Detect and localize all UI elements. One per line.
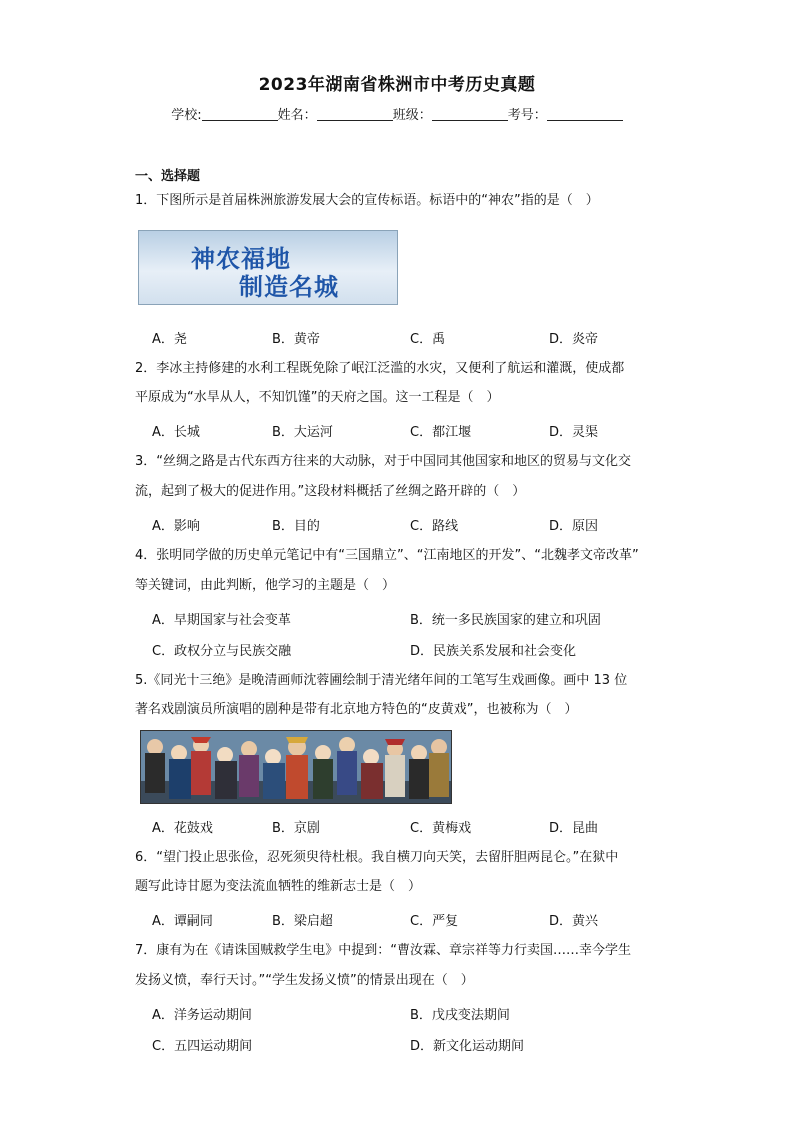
question-3-text-line-2: 流，起到了极大的促进作用。”这段材料概括了丝绸之路开辟的（ ） (135, 484, 526, 499)
question-1-option-b[interactable]: B．黄帝 (272, 332, 320, 347)
student-info-line (0, 104, 794, 123)
question-5-option-c[interactable]: C．黄梅戏 (410, 821, 472, 836)
question-3-option-a[interactable]: A．影响 (152, 519, 200, 534)
question-7-option-d[interactable]: D．新文化运动期间 (410, 1039, 525, 1054)
question-1-text: 1．下图所示是首届株洲旅游发展大会的宣传标语。标语中的“神农”指的是（ ） (135, 193, 599, 208)
name-blank[interactable] (317, 108, 393, 121)
question-5-option-d[interactable]: D．昆曲 (549, 821, 599, 836)
question-1-option-d[interactable]: D．炎帝 (549, 332, 599, 347)
question-6-text-line-1: 6．“望门投止思张俭，忍死须臾待杜根。我自横刀向天笑，去留肝胆两昆仑。”在狱中 (135, 850, 619, 865)
question-4-option-c[interactable]: C．政权分立与民族交融 (152, 644, 292, 659)
question-6-option-c[interactable]: C．严复 (410, 914, 459, 929)
question-6-text-line-2: 题写此诗甘愿为变法流血牺牲的维新志士是（ ） (135, 879, 422, 894)
question-3-option-c[interactable]: C．路线 (410, 519, 459, 534)
question-3-option-b[interactable]: B．目的 (272, 519, 320, 534)
question-4-text-line-1: 4．张明同学做的历史单元笔记中有“三国鼎立”、“江南地区的开发”、“北魏孝文帝改革” (135, 548, 639, 563)
question-4-option-a[interactable]: A．早期国家与社会变革 (152, 613, 291, 628)
opera-figures-illustration (141, 731, 451, 803)
question-4-option-d[interactable]: D．民族关系发展和社会变化 (410, 644, 577, 659)
slogan-image (138, 230, 398, 305)
question-4-option-b[interactable]: B．统一多民族国家的建立和巩固 (410, 613, 601, 628)
question-7-text-line-1: 7．康有为在《请诛国贼救学生电》中提到：“曹汝霖、章宗祥等力行卖国……幸今学生 (135, 943, 632, 958)
question-7-text-line-2: 发扬义愤，奉行天讨。”“学生发扬义愤”的情景出现在（ ） (135, 973, 474, 988)
question-6-option-b[interactable]: B．梁启超 (272, 914, 333, 929)
question-4-text-line-2: 等关键词，由此判断，他学习的主题是（ ） (135, 578, 396, 593)
question-2-text-line-1: 2．李冰主持修建的水利工程既免除了岷江泛滥的水灾，又便利了航运和灌溉，使成都 (135, 361, 625, 376)
question-7-option-a[interactable]: A．洋务运动期间 (152, 1008, 252, 1023)
question-5-text-line-2: 著名戏剧演员所演唱的剧种是带有北京地方特色的“皮黄戏”，也被称为（ ） (135, 702, 578, 717)
class-label: 班级： (392, 108, 432, 123)
question-1-option-a[interactable]: A．尧 (152, 332, 187, 347)
question-3-option-d[interactable]: D．原因 (549, 519, 599, 534)
question-6-option-d[interactable]: D．黄兴 (549, 914, 599, 929)
question-2-text-line-2: 平原成为“水旱从人，不知饥馑”的天府之国。这一工程是（ ） (135, 390, 500, 405)
question-5-text-line-1: 5.《同光十三绝》是晚清画师沈蓉圃绘制于清光绪年间的工笔写生戏画像。画中 13 位 (135, 673, 628, 688)
section-title: 一、选择题 (135, 169, 201, 184)
question-1-option-c[interactable]: C．禹 (410, 332, 446, 347)
page-title: 2023年湖南省株洲市中考历史真题 (258, 75, 536, 95)
question-6-option-a[interactable]: A．谭嗣同 (152, 914, 213, 929)
slogan-line-1: 神农福地 (191, 245, 291, 273)
opera-painting-image (140, 730, 452, 804)
question-7-option-b[interactable]: B．戊戌变法期间 (410, 1008, 510, 1023)
question-2-option-d[interactable]: D．灵渠 (549, 425, 599, 440)
slogan-line-2: 制造名城 (239, 273, 339, 301)
question-7-option-c[interactable]: C．五四运动期间 (152, 1039, 253, 1054)
class-blank[interactable] (432, 108, 508, 121)
question-3-text-line-1: 3．“丝绸之路是古代东西方往来的大动脉，对于中国同其他国家和地区的贸易与文化交 (135, 454, 632, 469)
school-label: 学校: (171, 108, 202, 123)
question-2-option-b[interactable]: B．大运河 (272, 425, 333, 440)
question-5-option-b[interactable]: B．京剧 (272, 821, 320, 836)
question-2-option-c[interactable]: C．都江堰 (410, 425, 472, 440)
id-label: 考号： (507, 108, 547, 123)
school-blank[interactable] (202, 108, 278, 121)
name-label: 姓名： (277, 108, 317, 123)
id-blank[interactable] (547, 108, 623, 121)
question-2-option-a[interactable]: A．长城 (152, 425, 200, 440)
question-5-option-a[interactable]: A．花鼓戏 (152, 821, 213, 836)
